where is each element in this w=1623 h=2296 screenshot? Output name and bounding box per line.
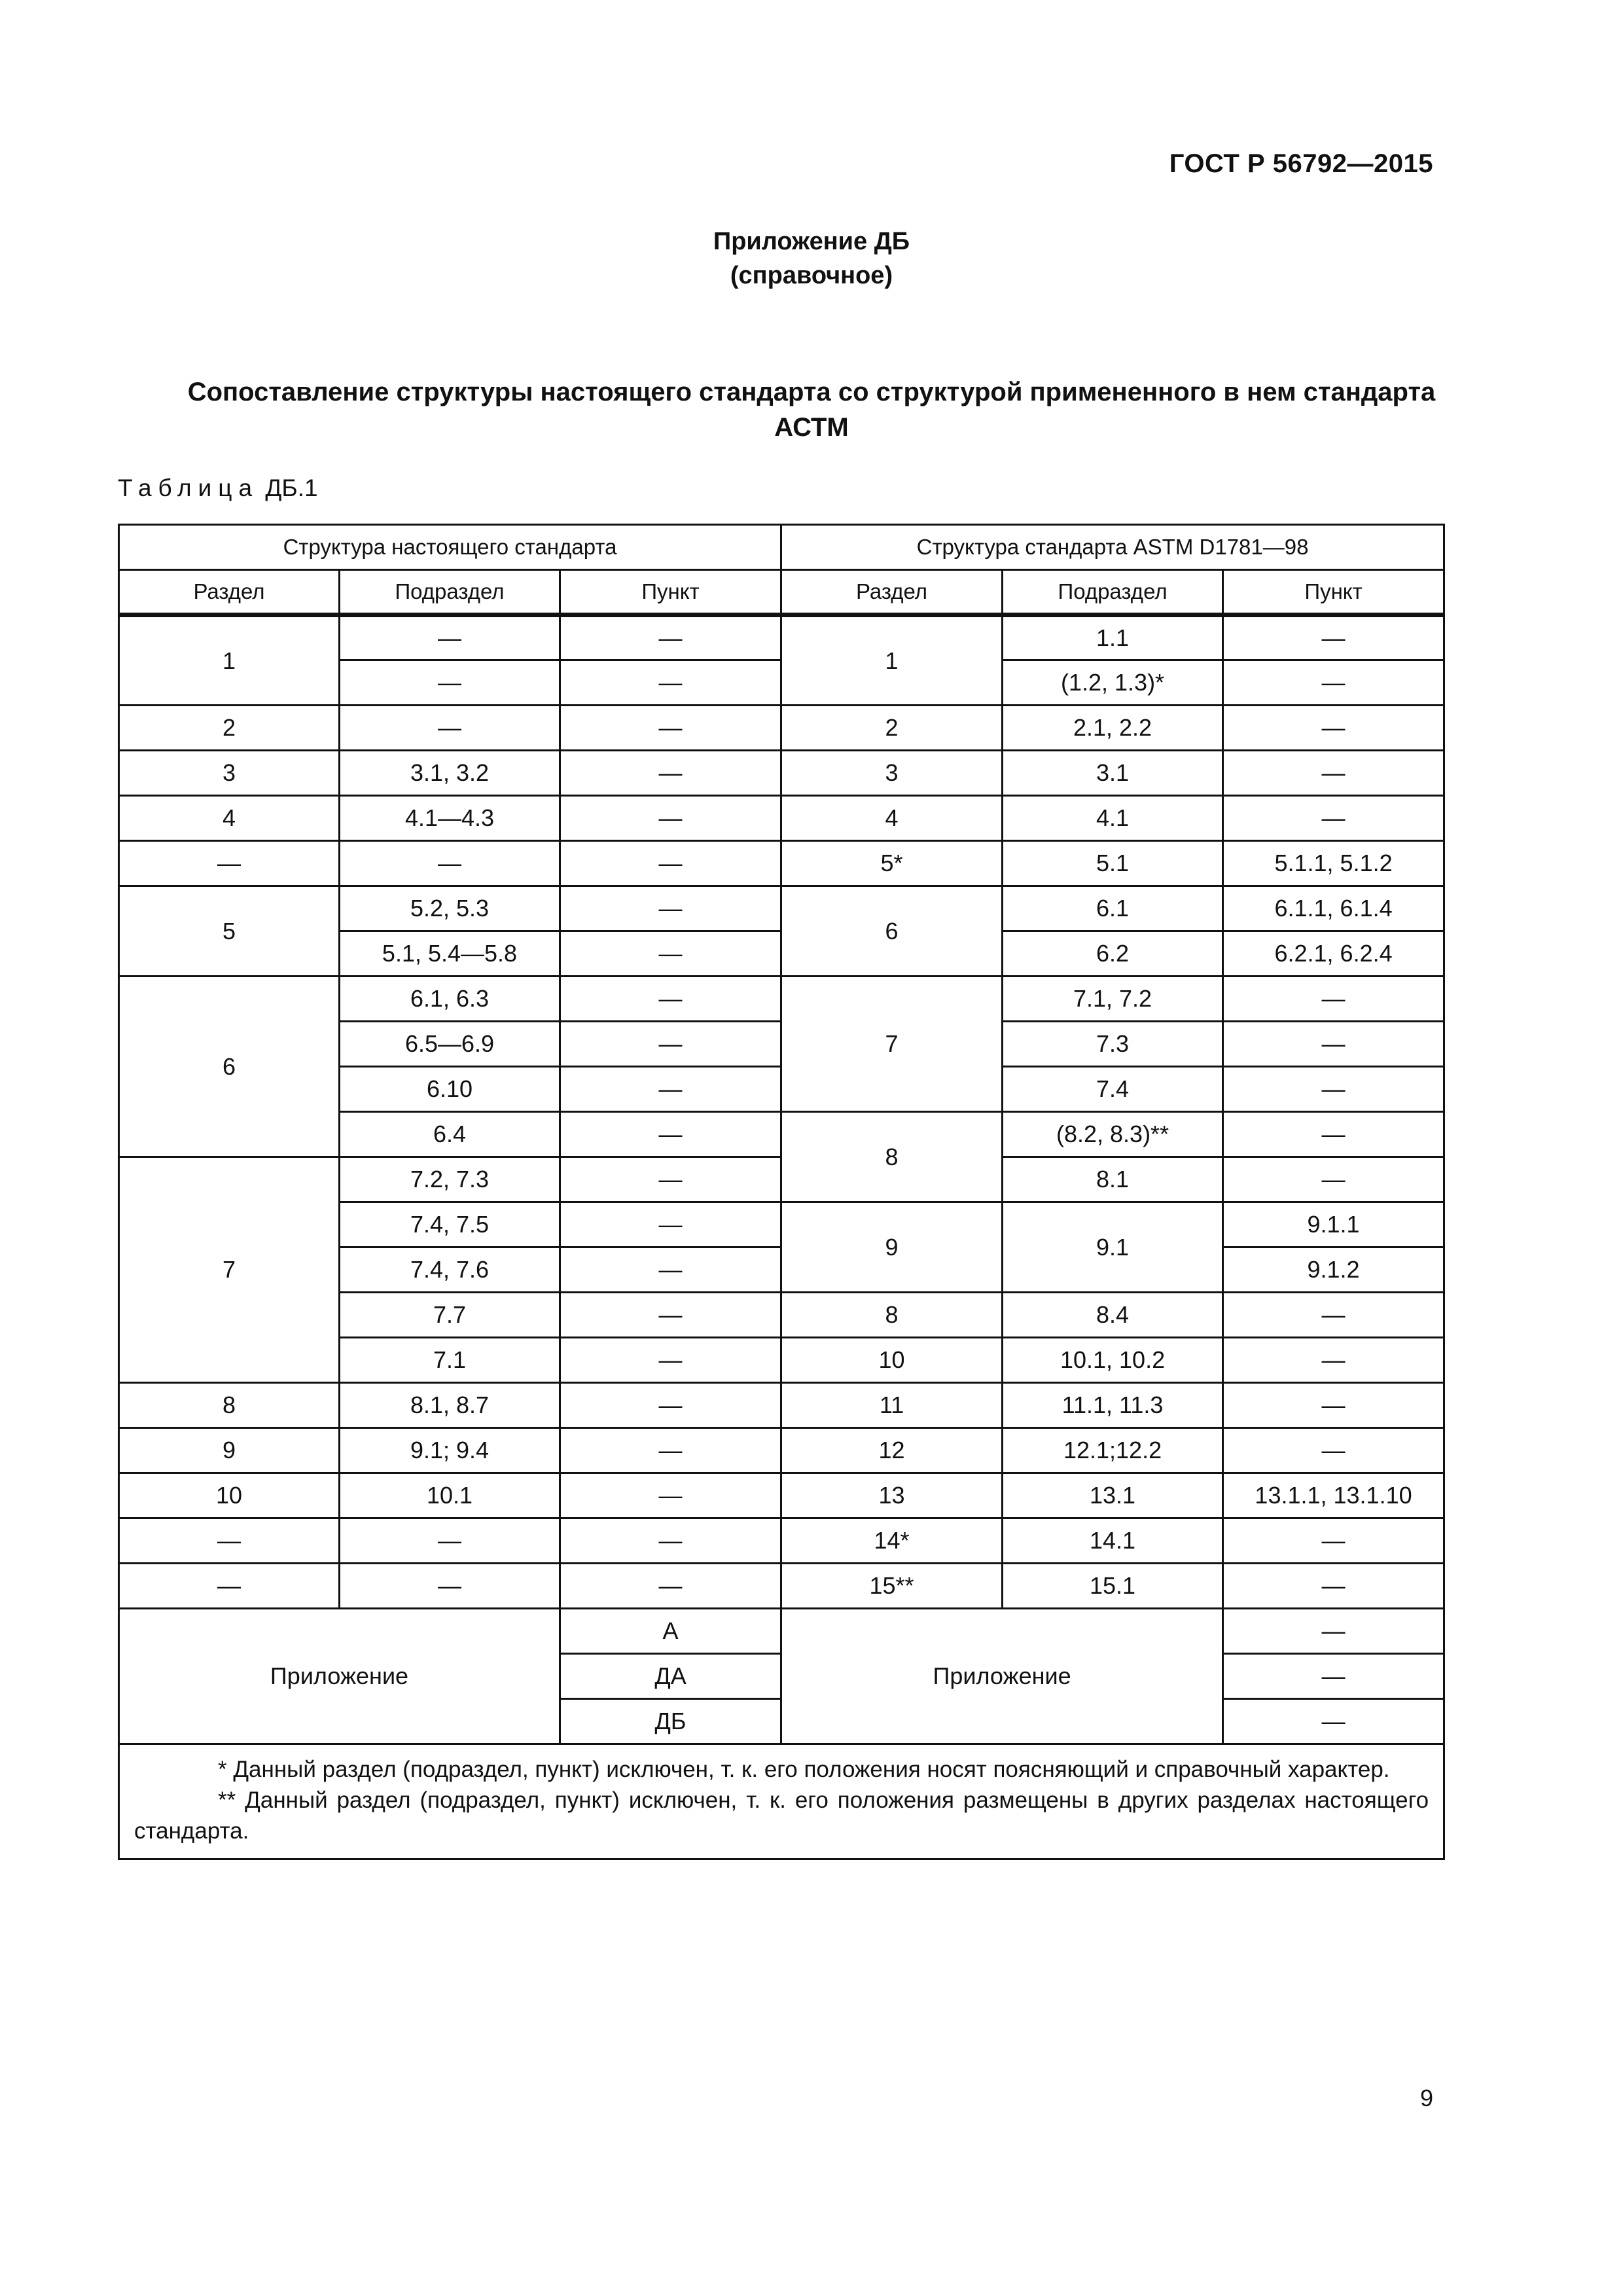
cell-left-razdel: 5 — [119, 886, 340, 977]
cell-left-razdel: — — [119, 1518, 340, 1564]
cell-left-podrazdel: 6.4 — [340, 1112, 560, 1157]
table-row — [119, 977, 1444, 1022]
col-header-punkt: Пункт — [560, 570, 781, 615]
cell-right-podrazdel: 1.1 — [1003, 615, 1223, 660]
cell-left-podrazdel: — — [340, 615, 560, 660]
cell-right-podrazdel: 15.1 — [1003, 1564, 1223, 1609]
cell-right-punkt: — — [1223, 977, 1444, 1022]
cell-right-punkt: — — [1223, 660, 1444, 706]
cell-left-podrazdel: 10.1 — [340, 1473, 560, 1518]
table-row — [119, 841, 1444, 886]
cell-left-appendix-label: Приложение — [119, 1609, 560, 1744]
table-notes — [119, 1744, 1444, 1859]
appendix-heading — [0, 224, 1623, 293]
cell-right-podrazdel: 10.1, 10.2 — [1003, 1338, 1223, 1383]
cell-left-punkt: — — [560, 751, 781, 796]
cell-left-razdel: — — [119, 841, 340, 886]
cell-right-podrazdel: 14.1 — [1003, 1518, 1223, 1564]
cell-right-razdel: 1 — [781, 615, 1003, 706]
cell-right-podrazdel: 2.1, 2.2 — [1003, 706, 1223, 751]
cell-right-punkt: — — [1223, 751, 1444, 796]
cell-left-appendix-da: ДА — [560, 1654, 781, 1699]
cell-right-punkt: — — [1223, 1428, 1444, 1473]
cell-left-punkt: — — [560, 1428, 781, 1473]
cell-right-podrazdel: 13.1 — [1003, 1473, 1223, 1518]
cell-left-razdel: 9 — [119, 1428, 340, 1473]
cell-left-punkt: — — [560, 1067, 781, 1112]
cell-right-razdel: 7 — [781, 977, 1003, 1112]
cell-right-razdel: 6 — [781, 886, 1003, 977]
cell-left-podrazdel: 7.4, 7.5 — [340, 1202, 560, 1247]
col-header-razdel: Раздел — [119, 570, 340, 615]
col-header-podrazdel-astm: Подраздел — [1003, 570, 1223, 615]
cell-left-podrazdel: 8.1, 8.7 — [340, 1383, 560, 1428]
main-title — [118, 374, 1505, 445]
cell-left-podrazdel: 9.1; 9.4 — [340, 1428, 560, 1473]
cell-right-podrazdel: 9.1 — [1003, 1202, 1223, 1293]
cell-left-razdel: — — [119, 1564, 340, 1609]
cell-left-podrazdel: 7.1 — [340, 1338, 560, 1383]
cell-right-punkt: 13.1.1, 13.1.10 — [1223, 1473, 1444, 1518]
cell-left-podrazdel: — — [340, 660, 560, 706]
col-header-podrazdel: Подраздел — [340, 570, 560, 615]
table-row — [119, 1473, 1444, 1518]
document-code: ГОСТ Р 56792—2015 — [1169, 149, 1433, 178]
cell-right-razdel: 5* — [781, 841, 1003, 886]
cell-right-podrazdel: 8.1 — [1003, 1157, 1223, 1202]
appendix-type: (справочное) — [730, 262, 893, 289]
table-row — [119, 1564, 1444, 1609]
cell-right-razdel: 12 — [781, 1428, 1003, 1473]
cell-right-razdel: 3 — [781, 751, 1003, 796]
cell-right-razdel: 9 — [781, 1202, 1003, 1293]
cell-right-podrazdel: 7.3 — [1003, 1022, 1223, 1067]
cell-left-podrazdel: 5.2, 5.3 — [340, 886, 560, 931]
cell-left-razdel: 10 — [119, 1473, 340, 1518]
cell-left-punkt: — — [560, 615, 781, 660]
footnote-2: ** Данный раздел (подраздел, пункт) исключен, т. к. его положения размещены в других разделах настоящего стандарта. — [134, 1787, 1429, 1844]
table-row — [119, 751, 1444, 796]
cell-right-punkt: 6.1.1, 6.1.4 — [1223, 886, 1444, 931]
main-title-line-2: АСТМ — [774, 413, 849, 442]
cell-right-punkt: — — [1223, 615, 1444, 660]
cell-left-punkt: — — [560, 706, 781, 751]
cell-left-punkt: — — [560, 1202, 781, 1247]
cell-right-razdel: 8 — [781, 1112, 1003, 1202]
cell-left-punkt: — — [560, 1247, 781, 1293]
cell-right-podrazdel: 4.1 — [1003, 796, 1223, 841]
table-row — [119, 796, 1444, 841]
table-caption-number: ДБ.1 — [265, 475, 318, 501]
header-current-standard: Структура настоящего стандарта — [119, 525, 781, 570]
comparison-table-wrapper — [118, 524, 1443, 1860]
cell-left-punkt: — — [560, 1022, 781, 1067]
cell-right-punkt: 6.2.1, 6.2.4 — [1223, 931, 1444, 977]
cell-right-punkt: 9.1.1 — [1223, 1202, 1444, 1247]
cell-right-razdel: 2 — [781, 706, 1003, 751]
cell-left-podrazdel: 4.1—4.3 — [340, 796, 560, 841]
cell-right-punkt: — — [1223, 1699, 1444, 1744]
cell-left-punkt: — — [560, 886, 781, 931]
cell-right-punkt: — — [1223, 1112, 1444, 1157]
cell-left-punkt: — — [560, 660, 781, 706]
cell-left-razdel: 7 — [119, 1157, 340, 1383]
cell-left-podrazdel: 7.4, 7.6 — [340, 1247, 560, 1293]
cell-left-punkt: — — [560, 1564, 781, 1609]
cell-right-podrazdel: (1.2, 1.3)* — [1003, 660, 1223, 706]
cell-right-punkt: 9.1.2 — [1223, 1247, 1444, 1293]
cell-left-razdel: 3 — [119, 751, 340, 796]
main-title-line-1: Сопоставление структуры настоящего стандарта со структурой примененного в нем стандарта — [187, 378, 1436, 406]
cell-left-podrazdel: — — [340, 1564, 560, 1609]
appendix-title: Приложение ДБ — [713, 228, 910, 255]
cell-right-podrazdel: 8.4 — [1003, 1293, 1223, 1338]
cell-right-razdel: 4 — [781, 796, 1003, 841]
cell-left-punkt: — — [560, 1157, 781, 1202]
table-row — [119, 1383, 1444, 1428]
cell-right-punkt: — — [1223, 1609, 1444, 1654]
cell-left-podrazdel: — — [340, 841, 560, 886]
cell-right-punkt: — — [1223, 706, 1444, 751]
table-header-row — [119, 525, 1444, 570]
cell-left-podrazdel: — — [340, 1518, 560, 1564]
cell-left-podrazdel: 7.2, 7.3 — [340, 1157, 560, 1202]
cell-left-punkt: — — [560, 1293, 781, 1338]
cell-right-punkt: — — [1223, 1293, 1444, 1338]
cell-right-punkt: — — [1223, 1518, 1444, 1564]
cell-right-podrazdel: 6.2 — [1003, 931, 1223, 977]
cell-left-razdel: 4 — [119, 796, 340, 841]
cell-right-punkt: — — [1223, 1383, 1444, 1428]
cell-left-podrazdel: 6.5—6.9 — [340, 1022, 560, 1067]
cell-left-podrazdel: 3.1, 3.2 — [340, 751, 560, 796]
cell-right-punkt: — — [1223, 1654, 1444, 1699]
cell-left-punkt: — — [560, 841, 781, 886]
cell-left-appendix-a: А — [560, 1609, 781, 1654]
table-row — [119, 1518, 1444, 1564]
table-notes-row — [119, 1744, 1444, 1859]
cell-left-punkt: — — [560, 1518, 781, 1564]
cell-right-razdel: 14* — [781, 1518, 1003, 1564]
cell-right-razdel: 11 — [781, 1383, 1003, 1428]
cell-right-podrazdel: (8.2, 8.3)** — [1003, 1112, 1223, 1157]
cell-left-appendix-db: ДБ — [560, 1699, 781, 1744]
table-subheader-row — [119, 570, 1444, 615]
cell-left-punkt: — — [560, 977, 781, 1022]
cell-right-punkt: — — [1223, 1564, 1444, 1609]
cell-right-punkt: — — [1223, 1338, 1444, 1383]
cell-right-podrazdel: 7.1, 7.2 — [1003, 977, 1223, 1022]
cell-right-podrazdel: 7.4 — [1003, 1067, 1223, 1112]
page-number: 9 — [1419, 2085, 1433, 2111]
table-row — [119, 1609, 1444, 1654]
cell-left-podrazdel: 5.1, 5.4—5.8 — [340, 931, 560, 977]
cell-right-appendix-label: Приложение — [781, 1609, 1223, 1744]
table-row — [119, 1428, 1444, 1473]
cell-right-podrazdel: 12.1;12.2 — [1003, 1428, 1223, 1473]
cell-left-podrazdel: 6.1, 6.3 — [340, 977, 560, 1022]
cell-left-podrazdel: — — [340, 706, 560, 751]
cell-left-razdel: 2 — [119, 706, 340, 751]
cell-right-podrazdel: 3.1 — [1003, 751, 1223, 796]
cell-left-punkt: — — [560, 1473, 781, 1518]
cell-left-punkt: — — [560, 1383, 781, 1428]
cell-right-podrazdel: 6.1 — [1003, 886, 1223, 931]
table-row — [119, 886, 1444, 931]
cell-right-razdel: 13 — [781, 1473, 1003, 1518]
cell-right-punkt: — — [1223, 1157, 1444, 1202]
cell-right-punkt: 5.1.1, 5.1.2 — [1223, 841, 1444, 886]
col-header-razdel-astm: Раздел — [781, 570, 1003, 615]
cell-left-podrazdel: 7.7 — [340, 1293, 560, 1338]
cell-right-punkt: — — [1223, 1067, 1444, 1112]
footnote-1: * Данный раздел (подраздел, пункт) исключен, т. к. его положения носят поясняющий и справочный характер. — [218, 1757, 1390, 1782]
comparison-table — [118, 524, 1445, 1860]
cell-left-razdel: 1 — [119, 615, 340, 706]
cell-left-punkt: — — [560, 1338, 781, 1383]
cell-left-razdel: 8 — [119, 1383, 340, 1428]
cell-right-razdel: 8 — [781, 1293, 1003, 1338]
col-header-punkt-astm: Пункт — [1223, 570, 1444, 615]
cell-right-razdel: 10 — [781, 1338, 1003, 1383]
cell-right-podrazdel: 5.1 — [1003, 841, 1223, 886]
table-row — [119, 615, 1444, 660]
table-row — [119, 706, 1444, 751]
cell-left-razdel: 6 — [119, 977, 340, 1157]
cell-right-podrazdel: 11.1, 11.3 — [1003, 1383, 1223, 1428]
table-caption — [118, 475, 318, 502]
table-caption-word: Таблица — [118, 475, 259, 501]
cell-left-punkt: — — [560, 796, 781, 841]
cell-left-podrazdel: 6.10 — [340, 1067, 560, 1112]
header-astm-standard: Структура стандарта ASTM D1781—98 — [781, 525, 1444, 570]
cell-right-punkt: — — [1223, 796, 1444, 841]
cell-right-punkt: — — [1223, 1022, 1444, 1067]
cell-left-punkt: — — [560, 1112, 781, 1157]
cell-right-razdel: 15** — [781, 1564, 1003, 1609]
cell-left-punkt: — — [560, 931, 781, 977]
